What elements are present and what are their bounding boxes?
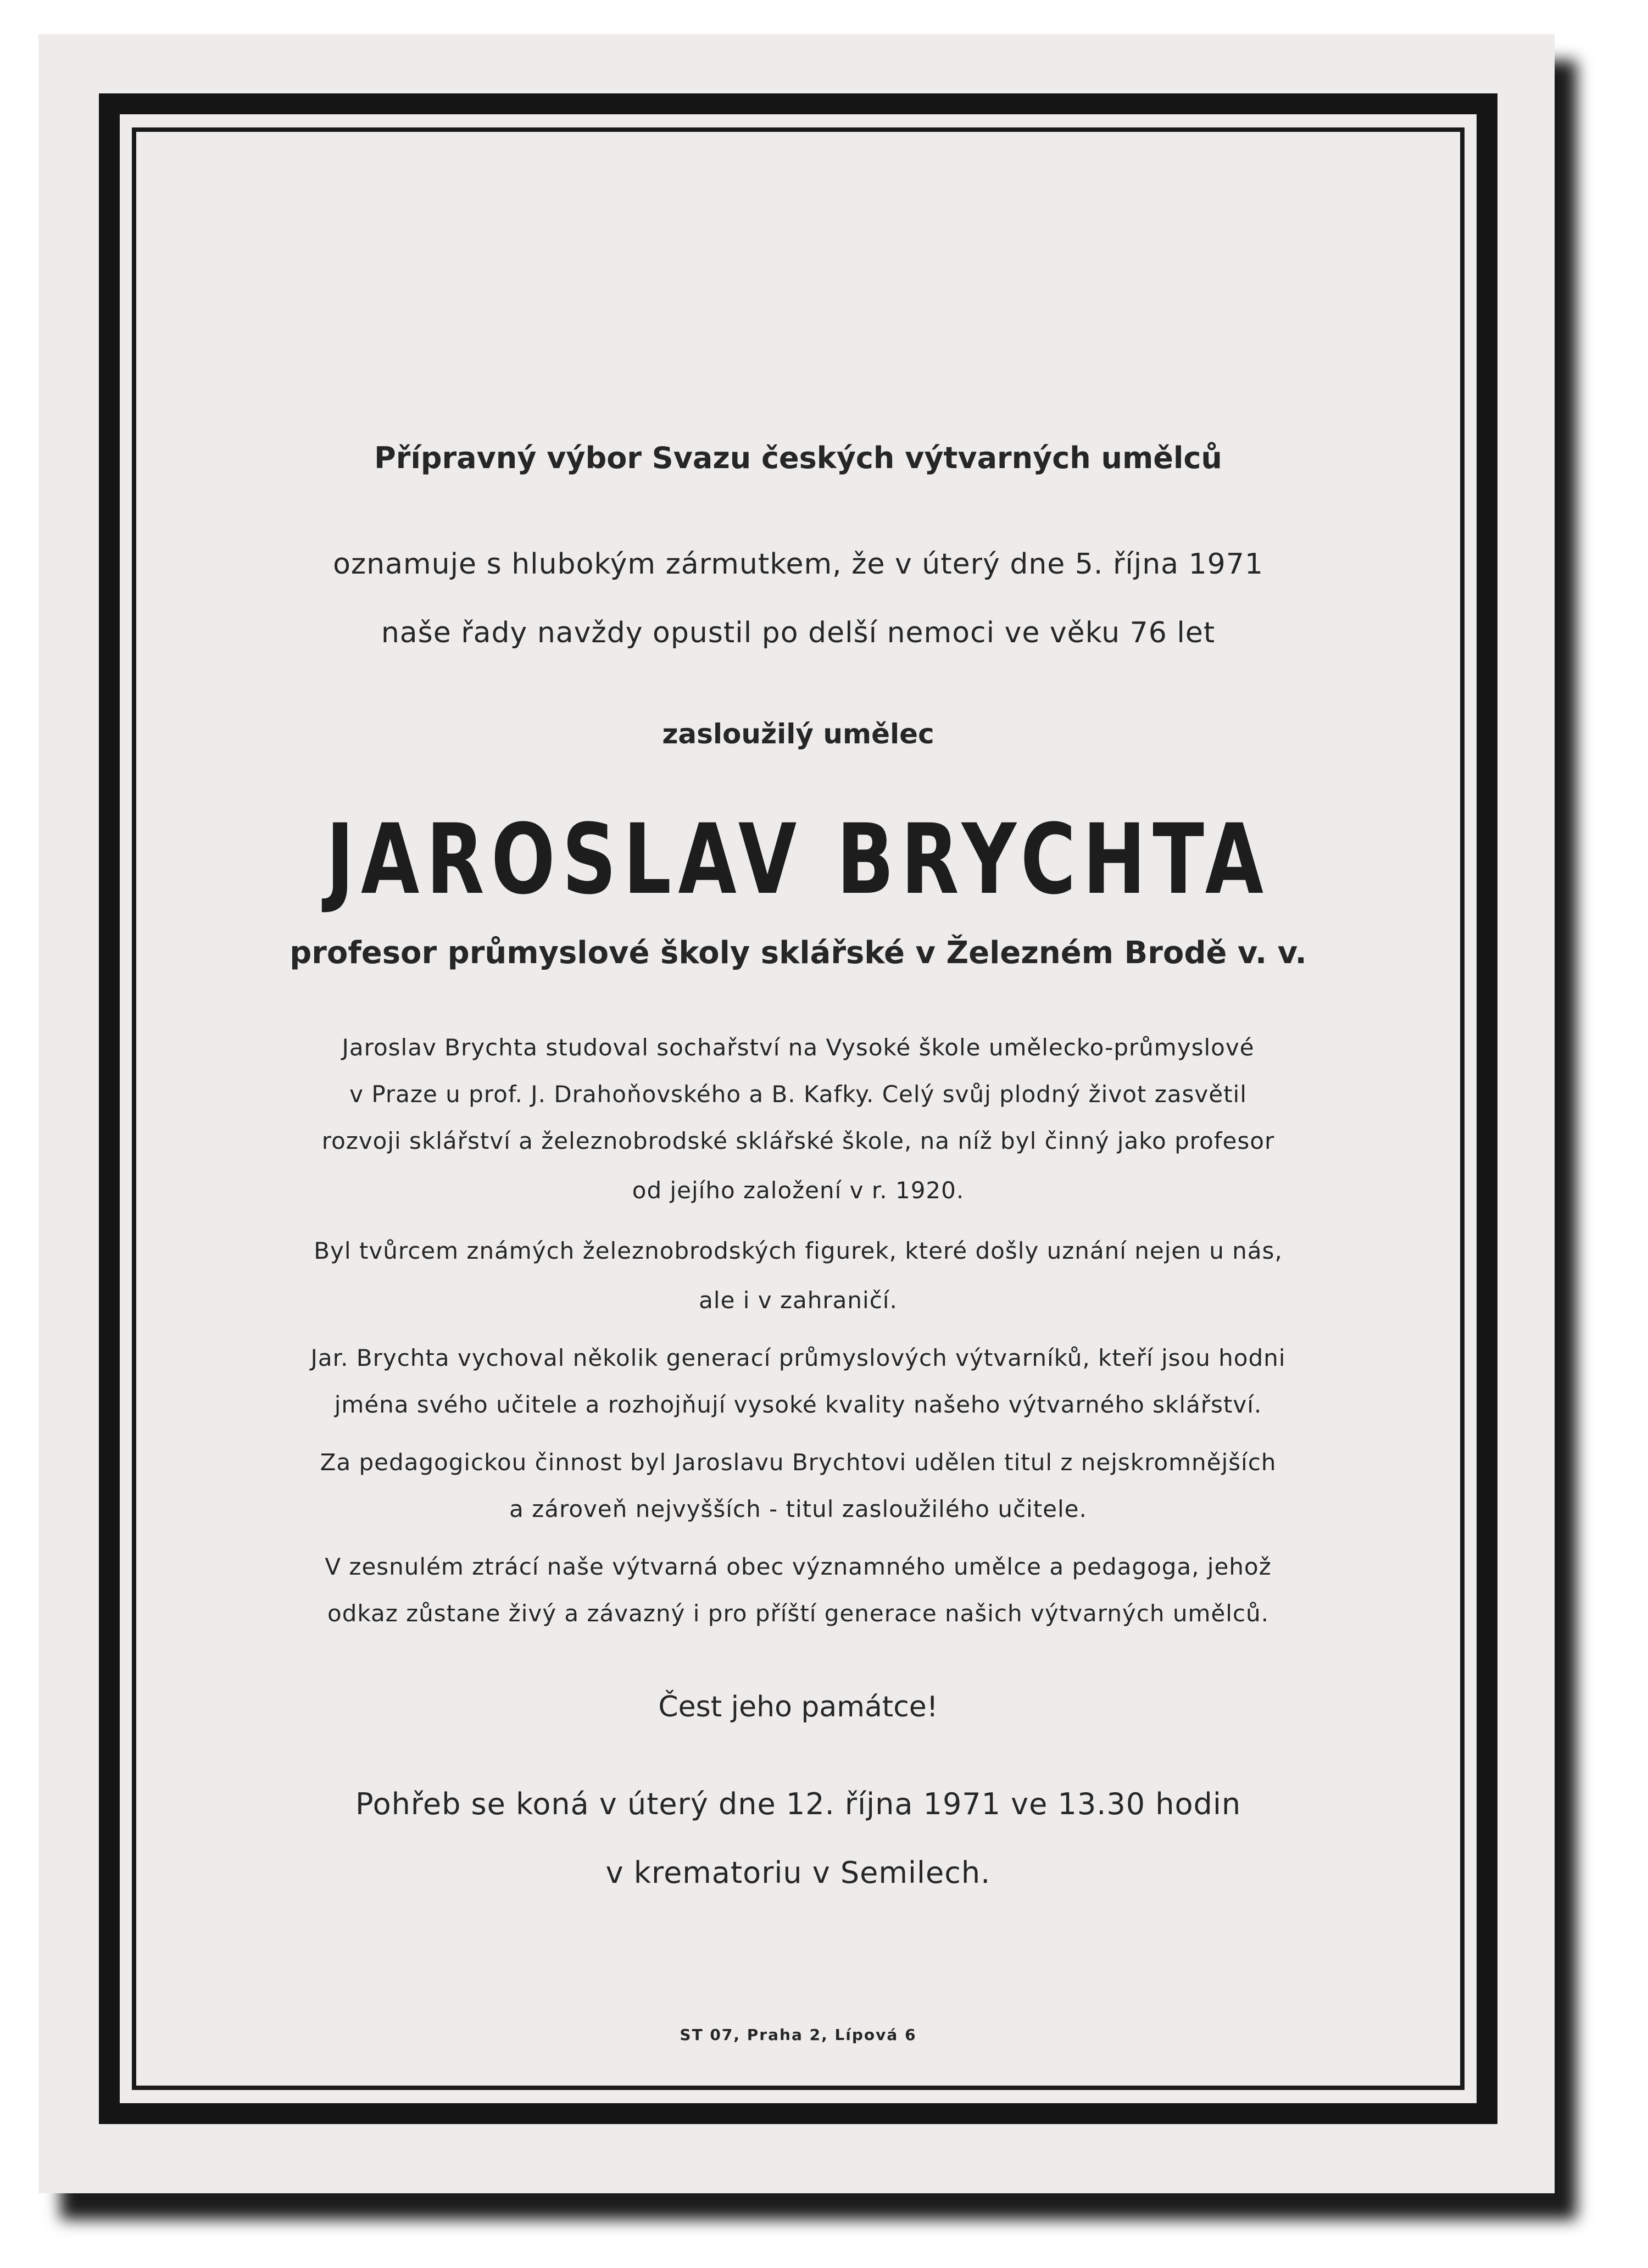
biography-line: ale i v zahraničí. xyxy=(699,1287,898,1314)
biography-line: jména svého učitele a rozhojňují vysoké kvality našeho výtvarného sklářství. xyxy=(334,1391,1262,1418)
biography-line: Jar. Brychta vychoval několik generací průmyslových výtvarníků, kteří jsou hodni xyxy=(310,1344,1286,1371)
honor-memory-line: Čest jeho památce! xyxy=(658,1691,938,1724)
printer-imprint: ST 07, Praha 2, Lípová 6 xyxy=(680,2026,917,2044)
biography-line: Byl tvůrcem známých železnobrodských figurek, které došly uznání nejen u nás, xyxy=(314,1237,1283,1264)
biography-line: a zároveň nejvyšších - titul zasloužilého učitele. xyxy=(509,1496,1087,1522)
biography-line: v Praze u prof. J. Drahoňovského a B. Kafky. Celý svůj plodný život zasvětil xyxy=(349,1081,1247,1108)
biography-line: rozvoji sklářství a železnobrodské sklářské škole, na níž byl činný jako profesor xyxy=(321,1127,1275,1154)
biography-line: Jaroslav Brychta studoval sochařství na Vysoké škole umělecko-průmyslové xyxy=(342,1034,1255,1061)
announcement-line: naše řady navždy opustil po delší nemoci ve věku 76 let xyxy=(381,616,1216,649)
biography-line: odkaz zůstane živý a závazný i pro příští generace našich výtvarných umělců. xyxy=(327,1600,1269,1627)
notice-content xyxy=(143,34,1454,2193)
biography-line: V zesnulém ztrácí naše výtvarná obec významného umělce a pedagoga, jehož xyxy=(325,1553,1272,1580)
announcement-line: oznamuje s hlubokým zármutkem, že v úterý dne 5. října 1971 xyxy=(333,548,1263,581)
organization-heading: Přípravný výbor Svazu českých výtvarných umělců xyxy=(374,441,1222,475)
biography-line: Za pedagogickou činnost byl Jaroslavu Brychtovi udělen titul z nejskromnějších xyxy=(320,1449,1277,1476)
obituary-sheet xyxy=(38,34,1555,2193)
deceased-position: profesor průmyslové školy sklářské v Železném Brodě v. v. xyxy=(289,935,1307,971)
funeral-line: Pohřeb se koná v úterý dne 12. října 1971 ve 13.30 hodin xyxy=(355,1787,1241,1821)
deceased-name: JAROSLAV BRYCHTA xyxy=(326,803,1271,916)
honorific-title: zasloužilý umělec xyxy=(662,718,934,750)
biography-line: od jejího založení v r. 1920. xyxy=(632,1177,965,1204)
funeral-line: v krematoriu v Semilech. xyxy=(605,1855,991,1890)
